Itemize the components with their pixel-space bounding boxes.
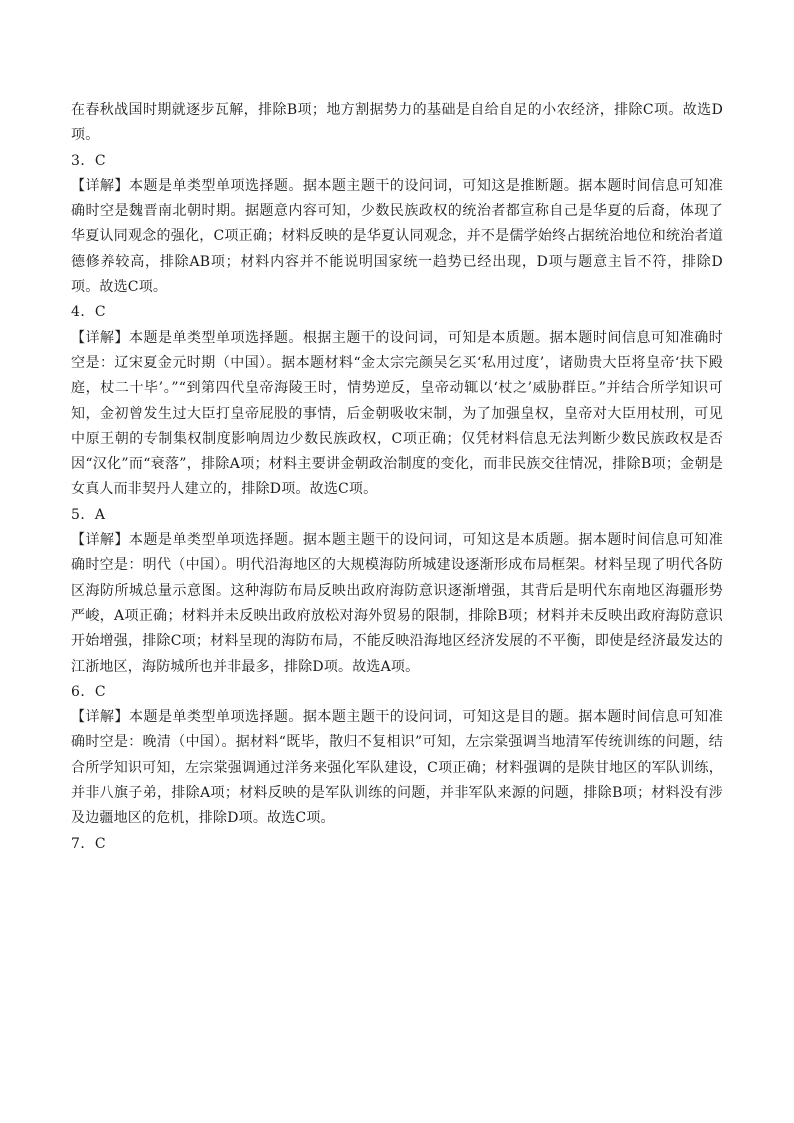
intro-paragraph: 在春秋战国时期就逐步瓦解，排除B项；地方割据势力的基础是自给自足的小农经济，排除C项。故选D项。 <box>71 102 723 144</box>
answer-7: 7．C <box>71 835 107 852</box>
explanation-5: 【详解】本题是单类型单项选择题。据本题主题干的设问词，可知这是本质题。据本题时间信息可知准确时空是：明代（中国）。明代沿海地区的大规模海防所城建设逐渐形成布局框架。材料呈现了明代各防区海防所城总量示意图。这种海防布局反映出政府海防意识逐渐增强，其背后是明代东南地区海疆形势严峻，A项正确；材料并未反映出政府放松对海外贸易的限制，排除B项；材料并未反映出政府海防意识开始增强，排除C项；材料呈现的海防布局，不能反映沿海地区经济发展的不平衡，即使是经济最发达的江浙地区，海防城所也并非最多，排除D项。故选A项。 <box>71 532 723 675</box>
answer-4: 4．C <box>71 304 107 321</box>
explanation-4: 【详解】本题是单类型单项选择题。根据主题干的设问词，可知是本质题。据本题时间信息可知准确时空是：辽宋夏金元时期（中国）。据本题材料“金太宗完颜吴乞买‘私用过度’，诸勋贵大臣将皇帝‘扶下殿庭，杖二十毕’。”“到第四代皇帝海陵王时，情势逆反，皇帝动辄以‘杖之’威胁群臣。”并结合所学知识可知，金初曾发生过大臣打皇帝屁股的事情，后金朝吸收宋制，为了加强皇权，皇帝对大臣用杖刑，可见中原王朝的专制集权制度影响周边少数民族政权，C项正确；仅凭材料信息无法判断少数民族政权是否因“汉化”而“衰落”，排除A项；材料主要讲金朝政治制度的变化，而非民族交往情况，排除B项；金朝是女真人而非契丹人建立的，排除D项。故选C项。 <box>71 329 723 498</box>
answer-5: 5．A <box>71 506 106 523</box>
explanation-6: 【详解】本题是单类型单项选择题。据本题主题干的设问词，可知这是目的题。据本题时间信息可知准确时空是：晚清（中国）。据材料“既毕，散归不复相识”可知，左宗棠强调当地清军传统训练的问题，结合所学知识可知，左宗棠强调通过洋务来强化军队建设，C项正确；材料强调的是陕甘地区的军队训练，并非八旗子弟，排除A项；材料反映的是军队训练的问题，并非军队来源的问题，排除B项；材料没有涉及边疆地区的危机，排除D项。故选C项。 <box>71 709 723 827</box>
explanation-3: 【详解】本题是单类型单项选择题。据本题主题干的设问词，可知这是推断题。据本题时间信息可知准确时空是魏晋南北朝时期。据题意内容可知，少数民族政权的统治者都宣称自己是华夏的后裔，体现了华夏认同观念的强化，C项正确；材料反映的是华夏认同观念，并不是儒学始终占据统治地位和统治者道德修养较高，排除AB项；材料内容并不能说明国家统一趋势已经出现，D项与题意主旨不符，排除D项。故选C项。 <box>71 177 723 296</box>
answer-6: 6．C <box>71 683 107 700</box>
answer-content <box>71 98 723 857</box>
answer-3: 3．C <box>71 152 107 169</box>
